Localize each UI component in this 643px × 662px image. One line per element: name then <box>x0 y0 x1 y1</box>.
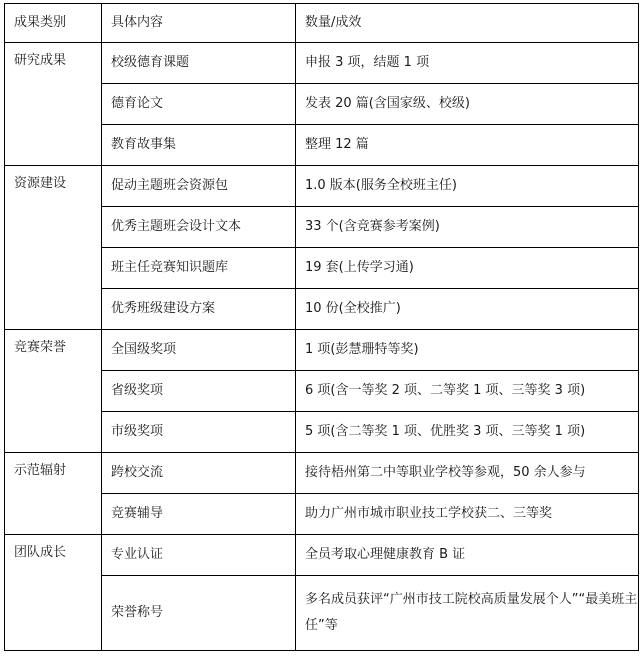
table-row <box>5 330 639 371</box>
table-row <box>5 43 639 84</box>
result-cell: 1 项(彭慧珊特等奖) <box>296 330 639 371</box>
content-cell: 荣誉称号 <box>102 576 296 651</box>
content-cell: 教育故事集 <box>102 125 296 166</box>
content-cell: 竞赛辅导 <box>102 494 296 535</box>
result-cell: 接待梧州第二中等职业学校等参观，50 余人参与 <box>296 453 639 494</box>
result-cell: 多名成员获评“广州市技工院校高质量发展个人”“最美班主任”等 <box>296 576 639 651</box>
result-cell: 发表 20 篇(含国家级、校级) <box>296 84 639 125</box>
result-cell: 1.0 版本(服务全校班主任) <box>296 166 639 207</box>
header-content: 具体内容 <box>102 4 296 43</box>
category-cell: 示范辐射 <box>5 453 102 535</box>
category-cell: 团队成长 <box>5 535 102 651</box>
result-cell: 申报 3 项，结题 1 项 <box>296 43 639 84</box>
header-result: 数量/成效 <box>296 4 639 43</box>
category-cell: 竞赛荣誉 <box>5 330 102 453</box>
result-cell: 整理 12 篇 <box>296 125 639 166</box>
category-cell: 资源建设 <box>5 166 102 330</box>
table-row <box>5 166 639 207</box>
result-cell: 6 项(含一等奖 2 项、二等奖 1 项、三等奖 3 项) <box>296 371 639 412</box>
result-cell: 助力广州市城市职业技工学校获二、三等奖 <box>296 494 639 535</box>
result-cell: 33 个(含竞赛参考案例) <box>296 207 639 248</box>
content-cell: 跨校交流 <box>102 453 296 494</box>
content-cell: 专业认证 <box>102 535 296 576</box>
content-cell: 促动主题班会资源包 <box>102 166 296 207</box>
table-row <box>5 453 639 494</box>
content-cell: 班主任竞赛知识题库 <box>102 248 296 289</box>
content-cell: 优秀班级建设方案 <box>102 289 296 330</box>
content-cell: 全国级奖项 <box>102 330 296 371</box>
table-row <box>5 535 639 576</box>
content-cell: 校级德育课题 <box>102 43 296 84</box>
content-cell: 省级奖项 <box>102 371 296 412</box>
achievement-table <box>4 3 639 651</box>
result-cell: 10 份(全校推广) <box>296 289 639 330</box>
result-cell: 5 项(含二等奖 1 项、优胜奖 3 项、三等奖 1 项) <box>296 412 639 453</box>
content-cell: 德育论文 <box>102 84 296 125</box>
header-row <box>5 4 639 43</box>
category-cell: 研究成果 <box>5 43 102 166</box>
result-cell: 全员考取心理健康教育 B 证 <box>296 535 639 576</box>
header-category: 成果类别 <box>5 4 102 43</box>
result-cell: 19 套(上传学习通) <box>296 248 639 289</box>
content-cell: 市级奖项 <box>102 412 296 453</box>
content-cell: 优秀主题班会设计文本 <box>102 207 296 248</box>
